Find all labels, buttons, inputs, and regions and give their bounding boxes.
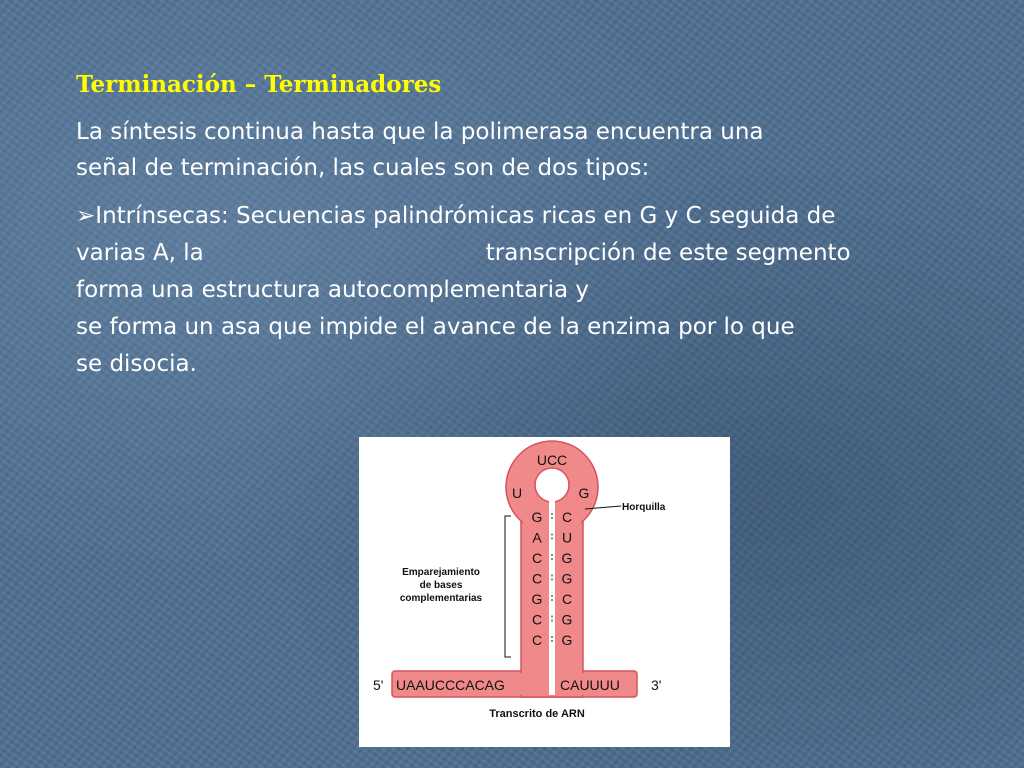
stem-right-base: G — [561, 550, 573, 566]
slide-title: Terminación – Terminadores — [76, 71, 442, 98]
rna-stem-groove — [549, 501, 555, 695]
three-prime-label: 3' — [651, 677, 662, 693]
rna-hairpin-diagram — [359, 437, 730, 747]
bullet-text-2a: varias A, la — [76, 240, 204, 266]
bullet-text-2b: transcripción de este segmento — [485, 240, 851, 266]
stem-right-base: G — [561, 570, 573, 587]
bullet-line-2 — [76, 235, 996, 272]
stem-left-base: C — [531, 550, 543, 566]
bullet-line-4: se forma un asa que impide el avance de la enzima por lo que — [76, 314, 795, 340]
stem-left-base: G — [531, 509, 543, 525]
intro-line-1: La síntesis continua hasta que la polimerasa encuentra una — [76, 119, 764, 145]
loop-top-bases: UCC — [536, 452, 568, 468]
stem-left-base: C — [531, 570, 543, 587]
stem-left-base: C — [531, 611, 543, 628]
stem-right-base: C — [561, 591, 573, 607]
hairpin-label: Horquilla — [622, 502, 666, 513]
intro-paragraph — [76, 114, 996, 186]
stem-right-base: U — [561, 529, 573, 546]
rna-hairpin-figure — [359, 437, 730, 747]
bullet-line-1 — [76, 198, 996, 235]
slide-text — [76, 70, 996, 383]
stem-right-base: G — [561, 611, 573, 628]
sequence-right: CAUUUU — [560, 677, 620, 693]
bullet-text-1: Intrínsecas: Secuencias palindrómicas ricas en G y C seguida de — [95, 203, 836, 229]
intro-line-2: señal de terminación, las cuales son de dos tipos: — [76, 155, 650, 181]
bullet-intrinsecas — [76, 198, 996, 383]
stem-left-base: C — [531, 632, 543, 648]
stem-right-base: C — [561, 509, 573, 525]
stem-left-base: G — [531, 591, 543, 607]
stem-left-base: A — [532, 529, 542, 546]
rna-loop-hole — [535, 468, 569, 502]
pairing-label-line: Emparejamiento — [402, 567, 480, 578]
pairing-label-line: de bases — [419, 580, 463, 591]
bullet-arrow-icon: ➢ — [76, 203, 96, 229]
loop-right-base: G — [578, 485, 590, 501]
bullet-line-5: se disocia. — [76, 351, 197, 377]
bullet-line-3: forma una estructura autocomplementaria y — [76, 277, 590, 303]
loop-left-base: U — [511, 485, 523, 501]
sequence-left: UAAUCCCACAG — [396, 677, 505, 693]
figure-caption: Transcrito de ARN — [489, 708, 585, 720]
pairing-label-line: complementarias — [399, 593, 483, 604]
stem-right-base: G — [561, 632, 573, 648]
pairing-bracket — [505, 516, 511, 657]
five-prime-label: 5' — [373, 677, 384, 693]
